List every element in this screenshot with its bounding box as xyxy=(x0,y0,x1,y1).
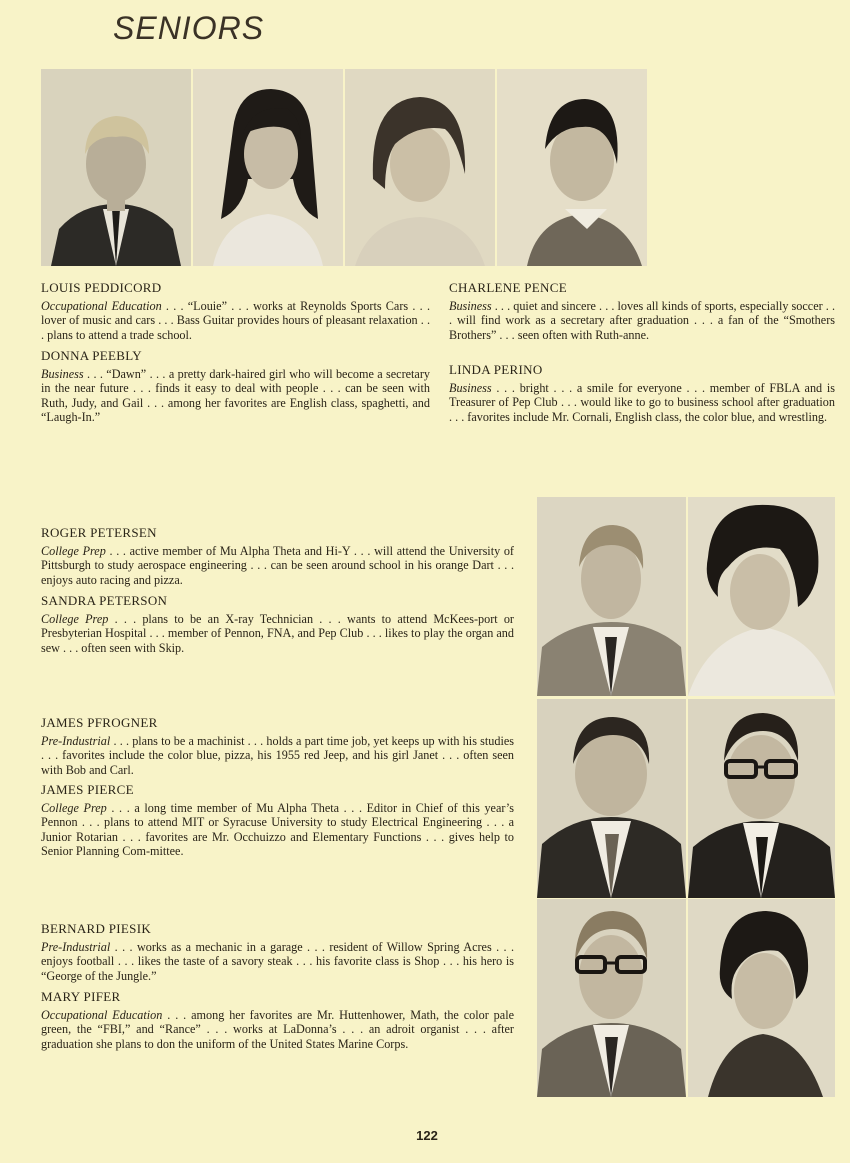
course-label: Business xyxy=(41,366,84,381)
bio-donna-peebly xyxy=(41,349,430,425)
bio-text: . . . “Louie” . . . works at Reynolds Sports Cars . . . lover of music and cars . . . Bass Guitar provides hours of pleasant relaxation . . . plans to attend a trade school. xyxy=(41,298,430,342)
bio-james-pfrogner xyxy=(41,716,514,777)
page-title: SENIORS xyxy=(113,10,265,46)
student-name: MARY PIFER xyxy=(41,989,121,1004)
course-label: Occupational Education xyxy=(41,1007,163,1022)
bio-sandra-peterson xyxy=(41,594,514,655)
student-name: JAMES PFROGNER xyxy=(41,715,158,730)
bio-charlene-pence xyxy=(449,281,835,342)
bio-text: . . . quiet and sincere . . . loves all kinds of sports, especially soccer . . . will find work as a secretary after graduation . . . a fan of the “Smothers Brothers” . . . seen often with Ruth-anne. xyxy=(449,298,835,342)
portrait-roger-petersen xyxy=(537,497,686,696)
bio-text: . . . active member of Mu Alpha Theta and Hi-Y . . . will attend the University of Pittsburgh to study aerospace engineering . . . can be seen around school in his orange Dart . . . enjoys auto racing and pizza. xyxy=(41,543,514,587)
portrait-donna-peebly xyxy=(193,69,343,266)
course-label: Pre-Industrial xyxy=(41,733,111,748)
student-name: CHARLENE PENCE xyxy=(449,280,567,295)
course-label: College Prep xyxy=(41,543,106,558)
portrait-linda-perino xyxy=(497,69,647,266)
portrait-james-pfrogner xyxy=(537,699,686,898)
portrait-bernard-piesik xyxy=(537,899,686,1097)
bio-text: . . . a long time member of Mu Alpha Theta . . . Editor in Chief of this year’s Pennon . . . plans to attend MIT or Syracuse University to study Electrical Engineering . . . a Junior Rotarian . . . favorites are Mr. Occhuizzo and Elementary Functions . . . gives help to Senior Planning Com-mittee. xyxy=(41,800,514,859)
student-name: SANDRA PETERSON xyxy=(41,593,168,608)
course-label: Business xyxy=(449,380,492,395)
student-name: BERNARD PIESIK xyxy=(41,921,152,936)
bio-roger-petersen xyxy=(41,526,514,587)
course-label: Pre-Industrial xyxy=(41,939,111,954)
course-label: College Prep xyxy=(41,611,109,626)
student-name: DONNA PEEBLY xyxy=(41,348,142,363)
page-number: 122 xyxy=(416,1128,438,1143)
student-name: JAMES PIERCE xyxy=(41,782,134,797)
bio-text: . . . bright . . . a smile for everyone . . . member of FBLA and is Treasurer of Pep Club . . . would like to go to business school after graduation . . . favorites include Mr. Cornali, English class, the color blue, and wrestling. xyxy=(449,380,835,424)
portrait-james-pierce xyxy=(688,699,835,898)
bio-text: . . . among her favorites are Mr. Huttenhower, Math, the color pale green, the “FBI,” and “Rance” . . . works at LaDonna’s . . . an adroit organist . . . after graduation she plans to don the uniform of the United States Marine Corps. xyxy=(41,1007,514,1051)
bio-linda-perino xyxy=(449,363,835,424)
bio-bernard-piesik xyxy=(41,922,514,983)
bio-mary-pifer xyxy=(41,990,514,1051)
portrait-mary-pifer xyxy=(688,899,835,1097)
bio-text: . . . “Dawn” . . . a pretty dark-haired girl who will become a secretary in the near future . . . finds it easy to deal with people . . . can be seen with Ruth, Judy, and Gail . . . among her favorites are English class, spaghetti, and “Laugh-In.” xyxy=(41,366,430,425)
bio-text: . . . works as a mechanic in a garage . . . resident of Willow Spring Acres . . . enjoys football . . . likes the taste of a savory steak . . . his favorite class is Shop . . . his hero is “George of the Jungle.” xyxy=(41,939,514,983)
bio-james-pierce xyxy=(41,783,514,859)
bio-text: . . . plans to be a machinist . . . holds a part time job, yet keeps up with his studies . . . favorites include the color blue, pizza, his 1955 red Jeep, and his girl Janet . . . often seen with Bob and Carl. xyxy=(41,733,514,777)
course-label: College Prep xyxy=(41,800,107,815)
student-name: LOUIS PEDDICORD xyxy=(41,280,162,295)
student-name: LINDA PERINO xyxy=(449,362,543,377)
bio-text: . . . plans to be an X-ray Technician . . . wants to attend McKees-port or Presbyterian Hospital . . . member of Pennon, FNA, and Pep Club . . . likes to play the organ and sew . . . often seen with Skip. xyxy=(41,611,514,655)
course-label: Occupational Education xyxy=(41,298,162,313)
portrait-charlene-pence xyxy=(345,69,495,266)
student-name: ROGER PETERSEN xyxy=(41,525,157,540)
bio-louis-peddicord xyxy=(41,281,430,342)
portrait-sandra-peterson xyxy=(688,497,835,696)
portrait-louis-peddicord xyxy=(41,69,191,266)
course-label: Business xyxy=(449,298,492,313)
